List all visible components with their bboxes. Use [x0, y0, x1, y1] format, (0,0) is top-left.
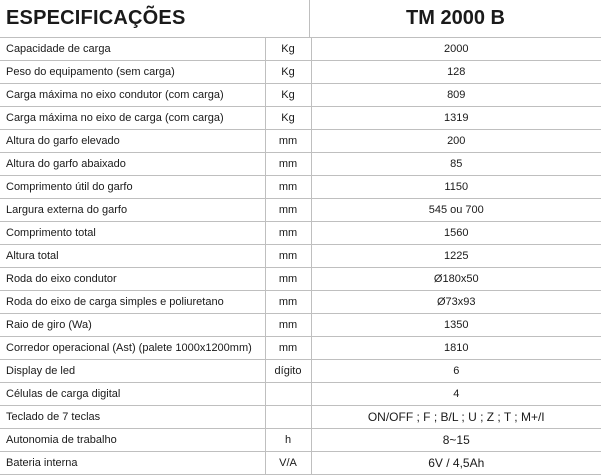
spec-unit-cell: mm [265, 153, 311, 176]
table-row [0, 314, 601, 337]
table-row [0, 360, 601, 383]
spec-name-cell: Comprimento total [0, 222, 265, 245]
table-row [0, 383, 601, 406]
spec-unit-cell: mm [265, 176, 311, 199]
spec-value-cell: 8~15 [311, 429, 601, 452]
spec-unit-cell: Kg [265, 84, 311, 107]
table-row [0, 452, 601, 475]
spec-value-cell: 2000 [311, 38, 601, 61]
spec-unit-cell: mm [265, 199, 311, 222]
spec-name-cell: Células de carga digital [0, 383, 265, 406]
header-title-cell [0, 0, 310, 37]
table-row [0, 107, 601, 130]
table-row [0, 268, 601, 291]
spec-value-cell: 1225 [311, 245, 601, 268]
spec-unit-cell: dígito [265, 360, 311, 383]
table-row [0, 38, 601, 61]
spec-unit-cell: mm [265, 130, 311, 153]
table-row [0, 84, 601, 107]
spec-value-cell: 128 [311, 61, 601, 84]
spec-value-cell: 1560 [311, 222, 601, 245]
spec-title: ESPECIFICAÇÕES [6, 7, 186, 29]
spec-name-cell: Carga máxima no eixo condutor (com carga) [0, 84, 265, 107]
spec-value-cell: 85 [311, 153, 601, 176]
model-name: TM 2000 B [406, 7, 505, 29]
table-row [0, 153, 601, 176]
spec-value-cell: 1350 [311, 314, 601, 337]
table-row [0, 429, 601, 452]
spec-value-cell: 545 ou 700 [311, 199, 601, 222]
spec-name-cell: Comprimento útil do garfo [0, 176, 265, 199]
spec-unit-cell: V/A [265, 452, 311, 475]
spec-unit-cell [265, 406, 311, 429]
spec-value-cell: 809 [311, 84, 601, 107]
spec-unit-cell: Kg [265, 38, 311, 61]
spec-name-cell: Altura do garfo abaixado [0, 153, 265, 176]
spec-unit-cell: Kg [265, 61, 311, 84]
spec-name-cell: Altura total [0, 245, 265, 268]
spec-header [0, 0, 601, 38]
spec-unit-cell: mm [265, 314, 311, 337]
spec-value-cell: 6 [311, 360, 601, 383]
spec-table-body [0, 38, 601, 475]
table-row [0, 61, 601, 84]
spec-value-cell: 1150 [311, 176, 601, 199]
spec-name-cell: Altura do garfo elevado [0, 130, 265, 153]
spec-unit-cell: h [265, 429, 311, 452]
table-row [0, 337, 601, 360]
spec-name-cell: Roda do eixo condutor [0, 268, 265, 291]
spec-value-cell: 1810 [311, 337, 601, 360]
spec-name-cell: Capacidade de carga [0, 38, 265, 61]
spec-value-cell: Ø73x93 [311, 291, 601, 314]
table-row [0, 199, 601, 222]
spec-name-cell: Raio de giro (Wa) [0, 314, 265, 337]
spec-unit-cell: Kg [265, 107, 311, 130]
spec-unit-cell: mm [265, 222, 311, 245]
table-row [0, 406, 601, 429]
spec-name-cell: Display de led [0, 360, 265, 383]
spec-name-cell: Largura externa do garfo [0, 199, 265, 222]
spec-name-cell: Bateria interna [0, 452, 265, 475]
spec-value-cell: 4 [311, 383, 601, 406]
spec-name-cell: Peso do equipamento (sem carga) [0, 61, 265, 84]
spec-value-cell: 200 [311, 130, 601, 153]
header-model-cell [310, 0, 601, 37]
spec-unit-cell [265, 383, 311, 406]
table-row [0, 176, 601, 199]
spec-name-cell: Roda do eixo de carga simples e poliuretano [0, 291, 265, 314]
spec-unit-cell: mm [265, 268, 311, 291]
spec-value-cell: Ø180x50 [311, 268, 601, 291]
spec-name-cell: Corredor operacional (Ast) (palete 1000x1200mm) [0, 337, 265, 360]
spec-unit-cell: mm [265, 291, 311, 314]
spec-unit-cell: mm [265, 245, 311, 268]
spec-value-cell: ON/OFF ; F ; B/L ; U ; Z ; T ; M+/I [311, 406, 601, 429]
spec-name-cell: Carga máxima no eixo de carga (com carga) [0, 107, 265, 130]
table-row [0, 245, 601, 268]
spec-value-cell: 6V / 4,5Ah [311, 452, 601, 475]
table-row [0, 130, 601, 153]
spec-value-cell: 1319 [311, 107, 601, 130]
table-row [0, 291, 601, 314]
table-row [0, 222, 601, 245]
spec-name-cell: Autonomia de trabalho [0, 429, 265, 452]
spec-name-cell: Teclado de 7 teclas [0, 406, 265, 429]
spec-unit-cell: mm [265, 337, 311, 360]
spec-table [0, 38, 601, 475]
